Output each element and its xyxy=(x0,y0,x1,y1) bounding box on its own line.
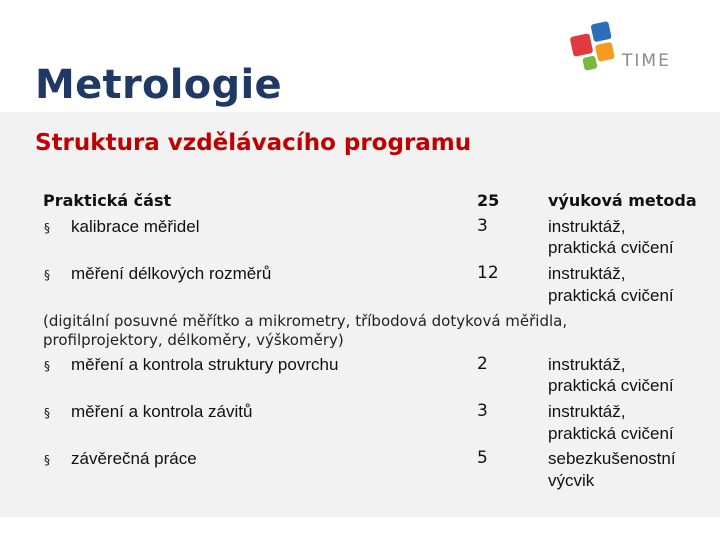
note-text: (digitální posuvné měřítko a mikrometry, tříbodová dotyková měřidla, profilprojektory, délkoměry, výškoměry) xyxy=(43,312,568,349)
list-item-method: praktická cvičení xyxy=(548,238,674,257)
slide-title: Metrologie xyxy=(35,62,282,108)
time-logo xyxy=(566,18,690,78)
list-item-hours: 12 xyxy=(477,263,499,283)
list-item-label: závěrečná práce xyxy=(71,449,197,468)
list-item-method: praktická cvičení xyxy=(548,424,674,443)
method-header: výuková metoda xyxy=(548,191,697,210)
list-item-label: kalibrace měřidel xyxy=(71,217,200,236)
list-item-label: měření a kontrola struktury povrchu xyxy=(71,355,339,374)
bullet-icon: § xyxy=(44,453,50,467)
bullet-icon: § xyxy=(44,268,50,282)
logo-text: TIME xyxy=(622,51,671,71)
list-item-label: měření délkových rozměrů xyxy=(71,264,272,283)
list-item-method: instruktáž, xyxy=(548,264,626,283)
list-item-method: výcvik xyxy=(548,471,595,490)
list-item-hours: 3 xyxy=(477,401,488,421)
bullet-icon: § xyxy=(44,406,50,420)
bullet-icon: § xyxy=(44,221,50,235)
list-item-method: instruktáž, xyxy=(548,402,626,421)
list-item-label: měření a kontrola závitů xyxy=(71,402,253,421)
list-item-hours: 5 xyxy=(477,448,488,468)
list-item-method: sebezkušenostní xyxy=(548,449,676,468)
slide-subtitle: Struktura vzdělávacího programu xyxy=(35,130,472,156)
total-hours: 25 xyxy=(477,191,500,210)
list-item-method: instruktáž, xyxy=(548,355,626,374)
list-item-method: praktická cvičení xyxy=(548,376,674,395)
list-item-hours: 2 xyxy=(477,354,488,374)
list-item-method: praktická cvičení xyxy=(548,286,674,305)
bullet-icon: § xyxy=(44,359,50,373)
list-item-method: instruktáž, xyxy=(548,217,626,236)
section-label: Praktická část xyxy=(43,191,172,210)
list-item-hours: 3 xyxy=(477,216,488,236)
